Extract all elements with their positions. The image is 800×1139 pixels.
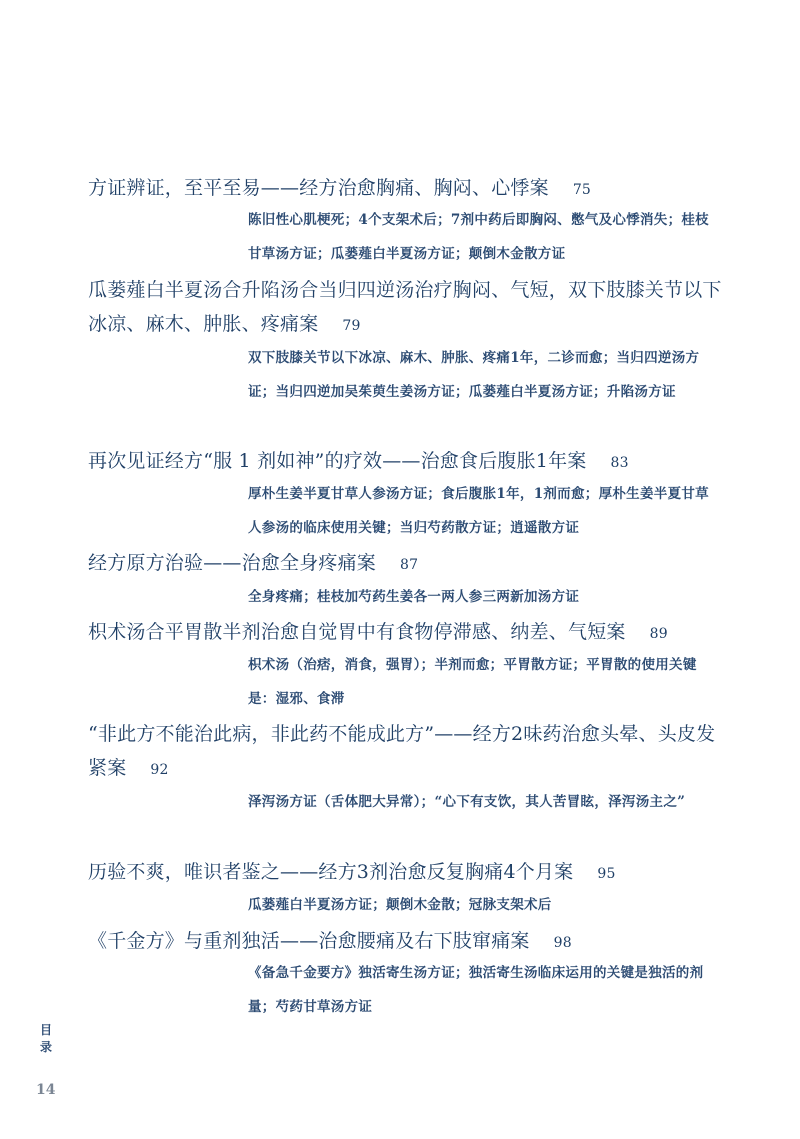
toc-entry-note: 陈旧性心肌梗死；4个支架术后；7剂中药后即胸闷、憋气及心悸消失；桂枝甘草汤方证；瓜蒌薤白半夏汤方证；颠倒木金散方证 xyxy=(248,212,709,262)
toc-entry-note: 双下肢膝关节以下冰凉、麻木、肿胀、疼痛1年，二诊而愈；当归四逆汤方证；当归四逆加吴茱萸生姜汤方证；瓜蒌薤白半夏汤方证；升陷汤方证 xyxy=(248,350,700,400)
toc-entry-title[interactable] xyxy=(88,855,728,891)
toc-entry-note: 全身疼痛；桂枝加芍药生姜各一两人参三两新加汤方证 xyxy=(248,589,580,605)
entry-page-number: 79 xyxy=(342,318,361,334)
entry-title-text: “非此方不能治此病，非此药不能成此方”——经方2味药治愈头晕、头皮发紧案 xyxy=(88,723,716,779)
toc-entry-note: 《备急千金要方》独活寄生汤方证；独活寄生汤临床运用的关键是独活的剂量；芍药甘草汤方证 xyxy=(248,965,704,1015)
page-number: 14 xyxy=(36,1082,56,1098)
entry-title-text: 方证辨证，至平至易——经方治愈胸痛、胸闷、心悸案 xyxy=(88,177,549,199)
entry-page-number: 83 xyxy=(610,455,629,471)
entry-title-text: 经方原方治验——治愈全身疼痛案 xyxy=(88,552,377,574)
toc-entry-title[interactable] xyxy=(88,924,728,960)
toc-entry-note: 泽泻汤方证（舌体肥大异常）；“心下有支饮，其人苦冒眩，泽泻汤主之” xyxy=(248,794,686,810)
entry-title-text: 《千金方》与重剂独活——治愈腰痛及右下肢窜痛案 xyxy=(88,930,530,952)
entry-page-number: 92 xyxy=(150,762,169,778)
entry-title-text: 枳术汤合平胃散半剂治愈自觉胃中有食物停滞感、纳差、气短案 xyxy=(88,621,626,643)
entry-title-text: 再次见证经方“服 1 剂如神”的疗效——治愈食后腹胀1年案 xyxy=(88,450,587,472)
entry-page-number: 98 xyxy=(553,935,572,951)
entry-page-number: 75 xyxy=(572,182,592,198)
entry-title-text: 瓜蒌薤白半夏汤合升陷汤合当归四逆汤治疗胸闷、气短，双下肢膝关节以下冰凉、麻木、肿胀、疼痛案 xyxy=(88,279,722,335)
toc-entry-title[interactable] xyxy=(88,717,728,787)
entry-page-number: 89 xyxy=(649,626,668,642)
toc-entry-title[interactable] xyxy=(88,615,728,651)
toc-entry-title[interactable] xyxy=(88,171,728,207)
toc-entry-note: 枳术汤（治痞，消食，强胃）；半剂而愈；平胃散方证；平胃散的使用关键是：湿邪、食滞 xyxy=(248,657,697,707)
entry-title-text: 历验不爽，唯识者鉴之——经方3剂治愈反复胸痛4个月案 xyxy=(88,861,574,883)
toc-entry-note: 瓜蒌薤白半夏汤方证；颠倒木金散；冠脉支架术后 xyxy=(248,897,552,913)
entry-page-number: 95 xyxy=(597,866,616,882)
toc-entry-title[interactable] xyxy=(88,444,728,480)
toc-entry-title[interactable] xyxy=(88,273,728,343)
section-side-label: 目录 xyxy=(39,1023,52,1054)
toc-entry-note: 厚朴生姜半夏甘草人参汤方证；食后腹胀1年，1剂而愈；厚朴生姜半夏甘草人参汤的临床使用关键；当归芍药散方证；逍遥散方证 xyxy=(248,486,709,536)
toc-entry-title[interactable] xyxy=(88,546,728,582)
entry-page-number: 87 xyxy=(400,557,419,573)
